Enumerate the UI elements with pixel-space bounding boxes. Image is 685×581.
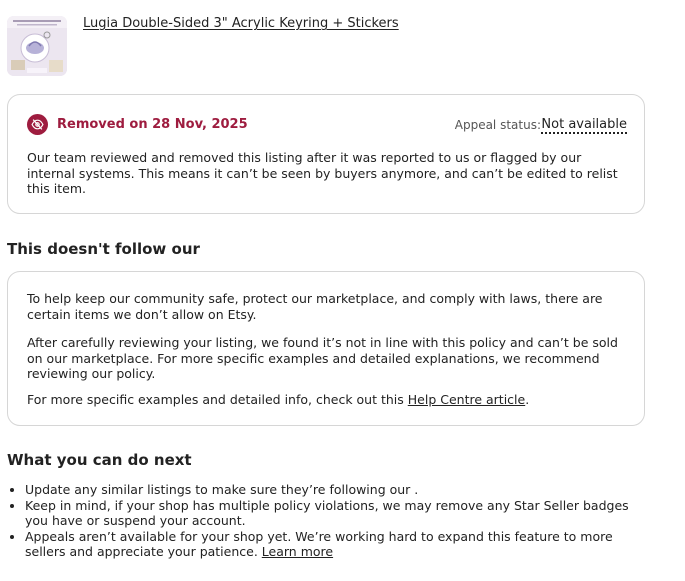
policy-paragraph-3-suffix: . xyxy=(525,392,530,407)
removed-date-title: Removed on 28 Nov, 2025 xyxy=(57,117,248,132)
next-steps-heading: What you can do next xyxy=(7,451,192,469)
list-item-text: Update any similar listings to make sure they’re following our . xyxy=(25,482,419,497)
appeal-status-value[interactable]: Not available xyxy=(541,117,627,132)
keyring-product-image xyxy=(7,16,67,76)
policy-paragraph-1: To help keep our community safe, protect our marketplace, and comply with laws, there are certain items we don’t allow on Etsy. xyxy=(27,291,603,322)
list-item-text: Keep in mind, if your shop has multiple policy violations, we may remove any Star Seller badges you have or suspend your account. xyxy=(25,497,629,529)
appeal-status-label: Appeal status: xyxy=(454,118,541,132)
policy-paragraph-3-text: For more specific examples and detailed info, check out this xyxy=(27,392,408,407)
removed-notice-card xyxy=(7,94,645,214)
policy-paragraph-2: After carefully reviewing your listing, we found it’s not in line with this policy and can’t be sold on our marketplace. For more specific examples and detailed explanations, we recommend reviewing our policy. xyxy=(27,335,618,382)
help-centre-article-link[interactable]: Help Centre article xyxy=(407,392,526,407)
list-item-text: Appeals aren’t available for your shop yet. We’re working hard to expand this feature to more sellers and appreciate your patience. xyxy=(25,528,613,560)
list-item xyxy=(7,482,647,498)
eye-slash-icon xyxy=(27,114,48,135)
learn-more-link[interactable]: Learn more xyxy=(261,544,334,560)
policy-card xyxy=(7,271,645,426)
removed-notice-body: Our team reviewed and removed this listing after it was reported to us or flagged by our internal systems. This means it can’t be seen by buyers anymore, and can’t be edited to relist this item. xyxy=(27,150,618,197)
listing-title-link[interactable]: Lugia Double-Sided 3" Acrylic Keyring + Stickers xyxy=(83,16,399,31)
policy-heading: This doesn't follow our xyxy=(7,240,200,258)
policy-paragraph-3 xyxy=(27,392,622,408)
listing-thumbnail[interactable] xyxy=(7,16,67,76)
list-item xyxy=(7,498,647,529)
next-steps-list xyxy=(7,482,647,560)
list-item xyxy=(7,529,647,560)
